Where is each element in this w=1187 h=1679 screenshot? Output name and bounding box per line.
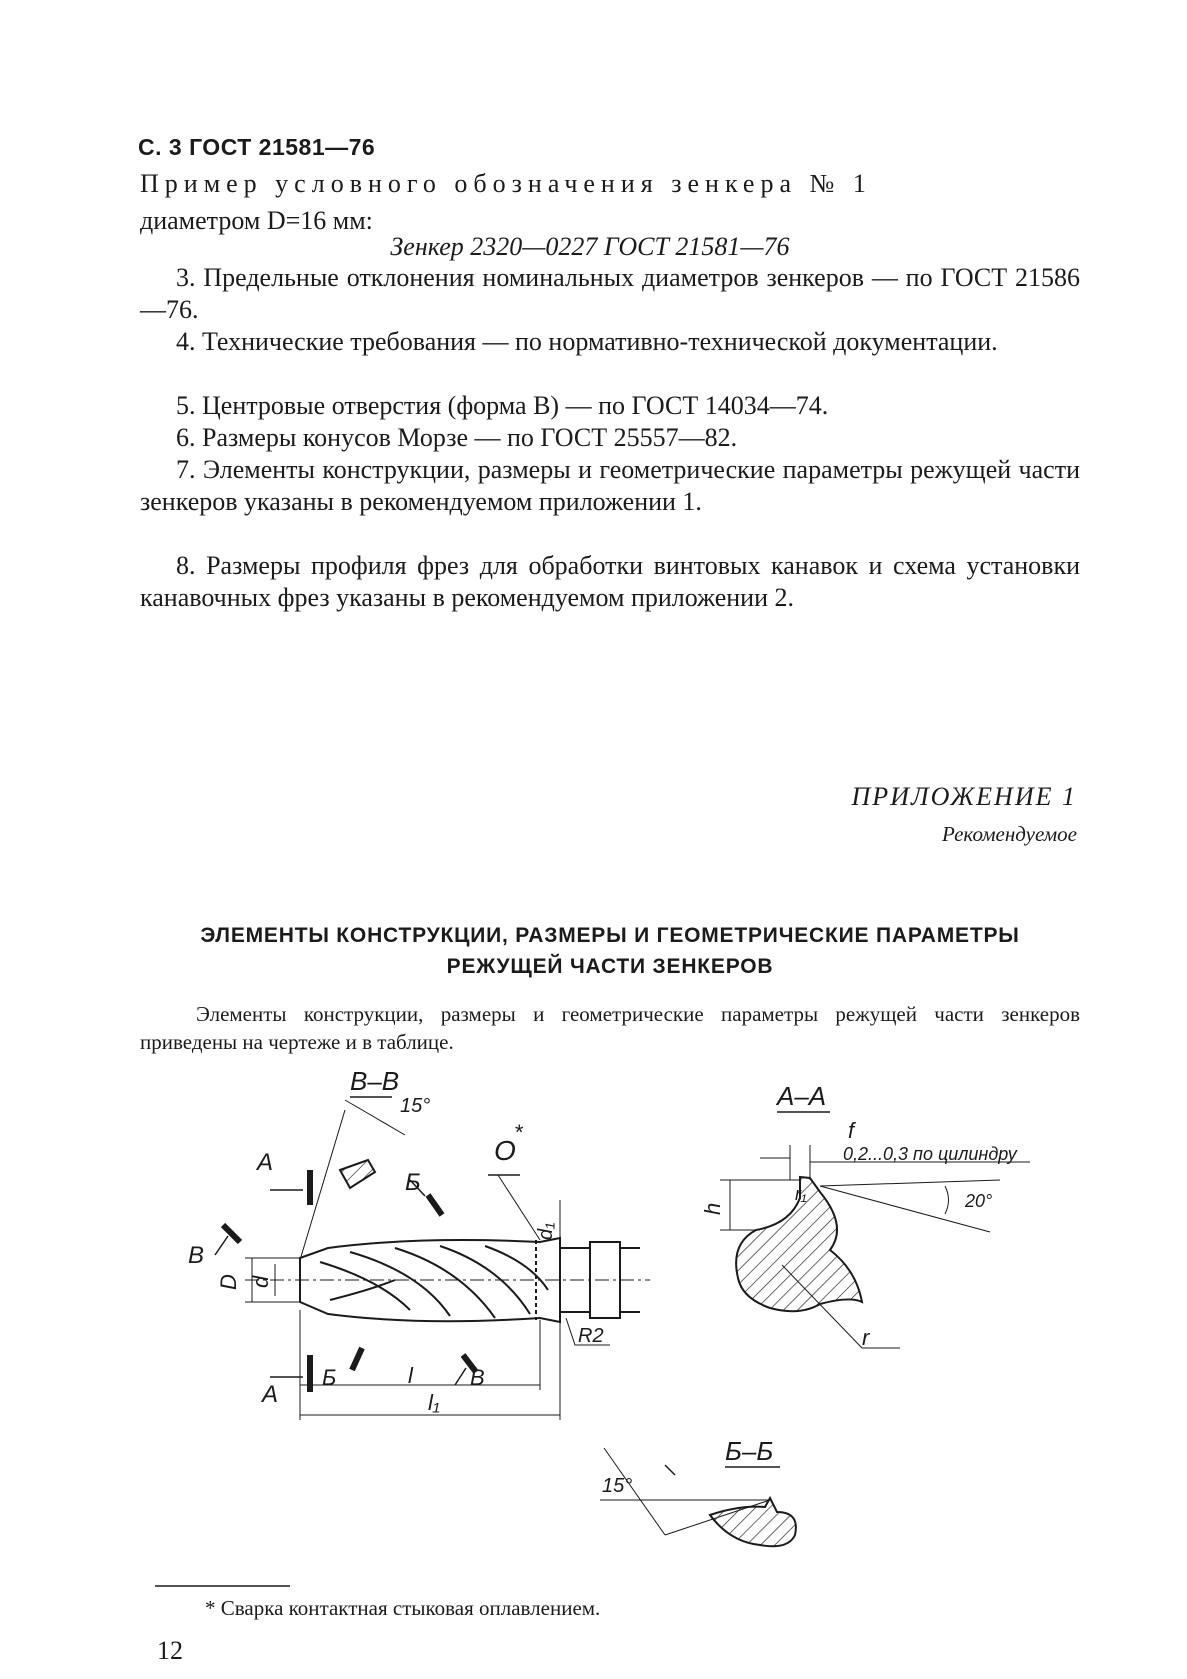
item-5: 5. Центровые отверстия (форма B) — по ГОСТ 14034—74. [176,391,829,420]
item-8: 8. Размеры профиля фрез для обработки винтовых канавок и схема установки канавочных фрез указаны в рекомендуемом приложении 2. [140,551,1080,612]
section-bbeta-title: Б–Б [725,1436,774,1466]
appendix-subtitle: Рекомендуемое [942,822,1077,846]
label-b-bottom: Б [322,1365,337,1390]
angle-20-label: 20° [965,1191,993,1211]
page-header: С. 3 ГОСТ 21581—76 [138,134,376,160]
example-line-2: диаметром D=16 мм: [140,206,373,235]
cylinder-note: 0,2...0,3 по цилиндру [843,1144,1017,1164]
section-title-line-1: ЭЛЕМЕНТЫ КОНСТРУКЦИИ, РАЗМЕРЫ И ГЕОМЕТРИЧЕСКИЕ ПАРАМЕТРЫ [200,924,1020,947]
label-r2: R2 [578,1325,604,1347]
page-number: 12 [157,1636,183,1665]
example-line-1: Пример условного обозначения зенкера № 1 [140,169,872,198]
label-a-top: А [257,1149,274,1176]
label-v-left: В [188,1242,205,1269]
footnote: * Сварка контактная стыковая оплавлением. [205,1596,601,1620]
label-v-bottom: В [470,1365,485,1390]
countersink-side-view [215,1100,650,1420]
label-b-top: Б [405,1169,421,1196]
section-title-line-2: РЕЖУЩЕЙ ЧАСТИ ЗЕНКЕРОВ [446,955,774,978]
label-l1: l₁ [428,1390,440,1415]
label-d1: d₁ [535,1222,557,1240]
weld-asterisk: * [514,1120,523,1145]
label-r1: r₁ [795,1184,807,1204]
angle-15-bbeta: 15° [602,1475,633,1497]
label-d: d [248,1275,273,1288]
label-D: D [216,1274,241,1290]
label-f: f [848,1118,855,1143]
label-l: l [408,1363,413,1388]
item-7: 7. Элементы конструкции, размеры и геометрические параметры режущей части зенкеров указаны в рекомендуемом приложении 1. [140,455,1080,516]
item-3: 3. Предельные отклонения номинальных диаметров зенкеров — по ГОСТ 21586—76. [140,263,1080,324]
section-bb-label: В–В [350,1066,400,1096]
label-r: r [862,1325,870,1350]
intro-text: Элементы конструкции, размеры и геометрические параметры режущей части зенкеров приведены на чертеже и в таблице. [140,1002,1080,1054]
section-aa-title: А–А [777,1081,827,1111]
section-aa-view [720,1145,1030,1348]
appendix-title: ПРИЛОЖЕНИЕ 1 [851,782,1077,811]
angle-15-label: 15° [400,1095,431,1117]
label-a-bottom: А [262,1381,279,1408]
label-h: h [700,1202,725,1215]
item-4: 4. Технические требования — по нормативно-технической документации. [176,327,998,356]
example-designation: Зенкер 2320—0227 ГОСТ 21581—76 [390,232,790,261]
item-6: 6. Размеры конусов Морзе — по ГОСТ 25557—82. [176,423,738,452]
weld-mark: О [494,1135,516,1166]
